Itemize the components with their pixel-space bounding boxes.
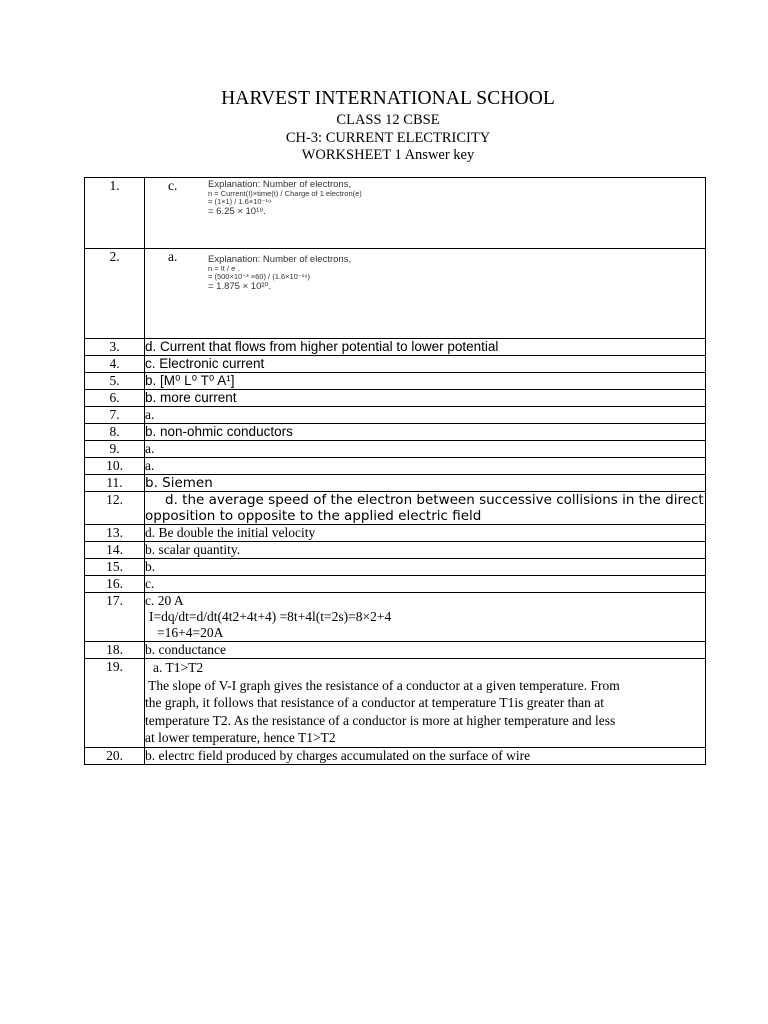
answer-text-line: opposition to opposite to the applied electric field [145, 508, 482, 524]
table-row [85, 542, 706, 559]
question-number: 13. [85, 525, 145, 542]
question-number: 14. [85, 542, 145, 559]
explanation-formula: n = Current(I)×time(t) / Charge of 1 electron(e) [208, 189, 362, 198]
table-row [85, 249, 706, 339]
answer-text: b. scalar quantity. [145, 542, 706, 559]
table-row [85, 441, 706, 458]
table-row [85, 747, 706, 764]
school-name: HARVEST INTERNATIONAL SCHOOL [221, 88, 555, 109]
document-header [0, 86, 768, 165]
table-row [85, 525, 706, 542]
answer-text: a. [145, 441, 706, 458]
answer-text-line: a. T1>T2 [153, 660, 204, 675]
table-row [85, 475, 706, 492]
answer-option: c. [168, 178, 178, 193]
answer-text: b. conductance [145, 642, 706, 659]
answer-text-line: The slope of V-I graph gives the resistance of a conductor at a given temperature. From [145, 677, 620, 693]
answer-text: c. [145, 576, 706, 593]
question-number: 11. [85, 475, 145, 492]
table-row [85, 576, 706, 593]
answer-text: a. [145, 458, 706, 475]
question-number: 3. [85, 339, 145, 356]
table-row [85, 424, 706, 441]
answer-text: c. Electronic current [145, 356, 706, 373]
explanation-result: = 1.875 × 10²⁰. [208, 281, 271, 292]
question-number: 10. [85, 458, 145, 475]
worksheet-title: WORKSHEET 1 Answer key [301, 147, 475, 163]
answer-text-line: at lower temperature, hence T1>T2 [145, 730, 336, 745]
question-number: 17. [85, 593, 145, 642]
answer-text-line: d. the average speed of the electron between successive collisions in the direct [165, 492, 704, 508]
table-row [85, 373, 706, 390]
explanation-title: Explanation: Number of electrons, [208, 179, 352, 190]
explanation-image [208, 178, 372, 217]
table-row [85, 559, 706, 576]
question-number: 6. [85, 390, 145, 407]
question-number: 18. [85, 642, 145, 659]
class-label: CLASS 12 CBSE [336, 112, 440, 128]
question-number: 7. [85, 407, 145, 424]
answer-text: b. [M⁰ L⁰ T⁰ A¹] [145, 373, 706, 390]
table-row [85, 593, 706, 642]
explanation-title: Explanation: Number of electrons, [208, 254, 352, 265]
table-row [85, 356, 706, 373]
answer-cell [145, 593, 706, 642]
answer-option: a. [168, 249, 178, 264]
table-row [85, 458, 706, 475]
answer-text-line: the graph, it follows that resistance of a conductor at temperature T1is greater than at [145, 695, 604, 710]
table-row [85, 407, 706, 424]
question-number: 1. [85, 178, 145, 249]
answer-text: b. non-ohmic conductors [145, 424, 706, 441]
answer-text: d. Be double the initial velocity [145, 525, 706, 542]
answer-text: b. more current [145, 390, 706, 407]
question-number: 20. [85, 747, 145, 764]
answer-text: a. [145, 407, 706, 424]
answer-cell [145, 659, 706, 748]
table-row [85, 492, 706, 525]
question-number: 9. [85, 441, 145, 458]
answer-text: b. electrc field produced by charges accumulated on the surface of wire [145, 747, 706, 764]
question-number: 2. [85, 249, 145, 339]
explanation-result: = 6.25 × 10¹⁸. [208, 206, 266, 217]
answer-key-table [84, 177, 706, 765]
table-row [85, 178, 706, 249]
question-number: 5. [85, 373, 145, 390]
chapter-title: CH-3: CURRENT ELECTRICITY [285, 129, 491, 146]
answer-cell [145, 492, 706, 525]
answer-text: b. [145, 559, 706, 576]
answer-cell [145, 178, 706, 249]
explanation-image [208, 249, 372, 292]
question-number: 8. [85, 424, 145, 441]
question-number: 12. [85, 492, 145, 525]
question-number: 4. [85, 356, 145, 373]
table-row [85, 659, 706, 748]
answer-text: d. Current that flows from higher potential to lower potential [145, 339, 706, 356]
question-number: 19. [85, 659, 145, 748]
answer-text-line: c. 20 A [145, 593, 184, 608]
table-row [85, 339, 706, 356]
answer-text-line: =16+4=20A [157, 625, 224, 640]
explanation-substitution: = (500×10⁻³ ×60) / (1.6×10⁻¹⁹) [208, 272, 311, 281]
answer-text-line: I=dq/dt=d/dt(4t2+4t+4) =8t+4l(t=2s)=8×2+4 [149, 609, 392, 624]
question-number: 15. [85, 559, 145, 576]
explanation-substitution: = (1×1) / 1.6×10⁻¹⁹ [208, 197, 272, 206]
question-number: 16. [85, 576, 145, 593]
answer-cell [145, 249, 706, 339]
answer-text: b. Siemen [145, 475, 706, 492]
answer-text-line: temperature T2. As the resistance of a conductor is more at higher temperature and less [145, 712, 616, 728]
explanation-formula: n = It / e . [208, 264, 240, 273]
table-row [85, 642, 706, 659]
table-row [85, 390, 706, 407]
